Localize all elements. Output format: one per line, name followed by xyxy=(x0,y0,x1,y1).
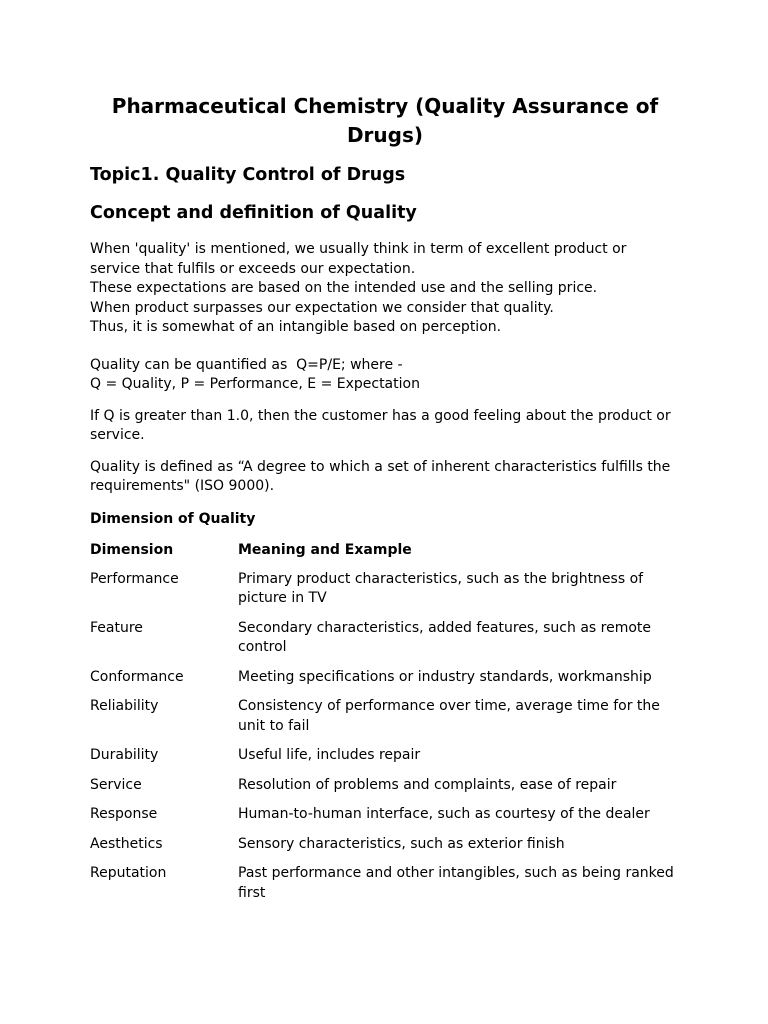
dimensions-table xyxy=(90,541,680,913)
table-row xyxy=(90,619,680,668)
formula-line: Quality can be quantified as Q=P/E; where - xyxy=(90,356,403,373)
dimension-cell: Durability xyxy=(90,747,159,763)
formula-legend-line: Q = Quality, P = Performance, E = Expectation xyxy=(90,376,420,392)
meaning-cell: Primary product characteristics, such as the brightness of picture in TV xyxy=(238,570,644,606)
table-row xyxy=(90,805,680,835)
meaning-cell: Sensory characteristics, such as exterior finish xyxy=(238,835,565,852)
formula-paragraph xyxy=(90,356,680,395)
dimension-cell: Response xyxy=(90,806,158,822)
dimension-cell: Conformance xyxy=(90,668,184,685)
intro-line: These expectations are based on the intended use and the selling price. xyxy=(90,280,598,296)
dimension-heading: Dimension of Quality xyxy=(90,510,256,527)
table-row xyxy=(90,776,680,806)
intro-line: Thus, it is somewhat of an intangible based on perception. xyxy=(90,319,502,335)
table-row xyxy=(90,697,680,746)
q-interpretation-paragraph: If Q is greater than 1.0, then the customer has a good feeling about the product or service. xyxy=(90,407,671,443)
quality-definition-paragraph: Quality is defined as “A degree to which a set of inherent characteristics fulfills the requirements" (ISO 9000). xyxy=(90,458,671,494)
dimension-cell: Reputation xyxy=(90,865,167,881)
section-heading: Concept and definition of Quality xyxy=(90,203,417,223)
meaning-cell: Human-to-human interface, such as courtesy of the dealer xyxy=(238,806,650,822)
table-row xyxy=(90,570,680,619)
table-row xyxy=(90,864,680,913)
document-title: Pharmaceutical Chemistry (Quality Assurance of Drugs) xyxy=(111,94,659,147)
meaning-cell: Meeting specifications or industry standards, workmanship xyxy=(238,668,652,685)
table-header-row xyxy=(90,541,680,570)
meaning-cell: Past performance and other intangibles, such as being ranked first xyxy=(238,865,674,901)
column-header-dimension: Dimension xyxy=(90,542,174,558)
meaning-cell: Resolution of problems and complaints, ease of repair xyxy=(238,776,617,793)
dimension-cell: Aesthetics xyxy=(90,835,163,852)
dimension-cell: Performance xyxy=(90,570,179,587)
table-row xyxy=(90,746,680,776)
intro-paragraph xyxy=(90,240,680,338)
topic-heading: Topic1. Quality Control of Drugs xyxy=(90,165,406,185)
dimension-cell: Feature xyxy=(90,619,143,636)
table-row xyxy=(90,835,680,865)
intro-line: When product surpasses our expectation we consider that quality. xyxy=(90,299,554,316)
dimension-cell: Reliability xyxy=(90,698,159,714)
document-page xyxy=(90,92,680,913)
table-row xyxy=(90,668,680,698)
meaning-cell: Useful life, includes repair xyxy=(238,747,421,763)
intro-line: When 'quality' is mentioned, we usually think in term of excellent product or service that fulfils or exceeds our expectation. xyxy=(90,241,627,277)
meaning-cell: Consistency of performance over time, average time for the unit to fail xyxy=(238,698,660,734)
meaning-cell: Secondary characteristics, added features, such as remote control xyxy=(238,619,652,655)
column-header-meaning: Meaning and Example xyxy=(238,542,412,558)
dimension-cell: Service xyxy=(90,776,142,793)
